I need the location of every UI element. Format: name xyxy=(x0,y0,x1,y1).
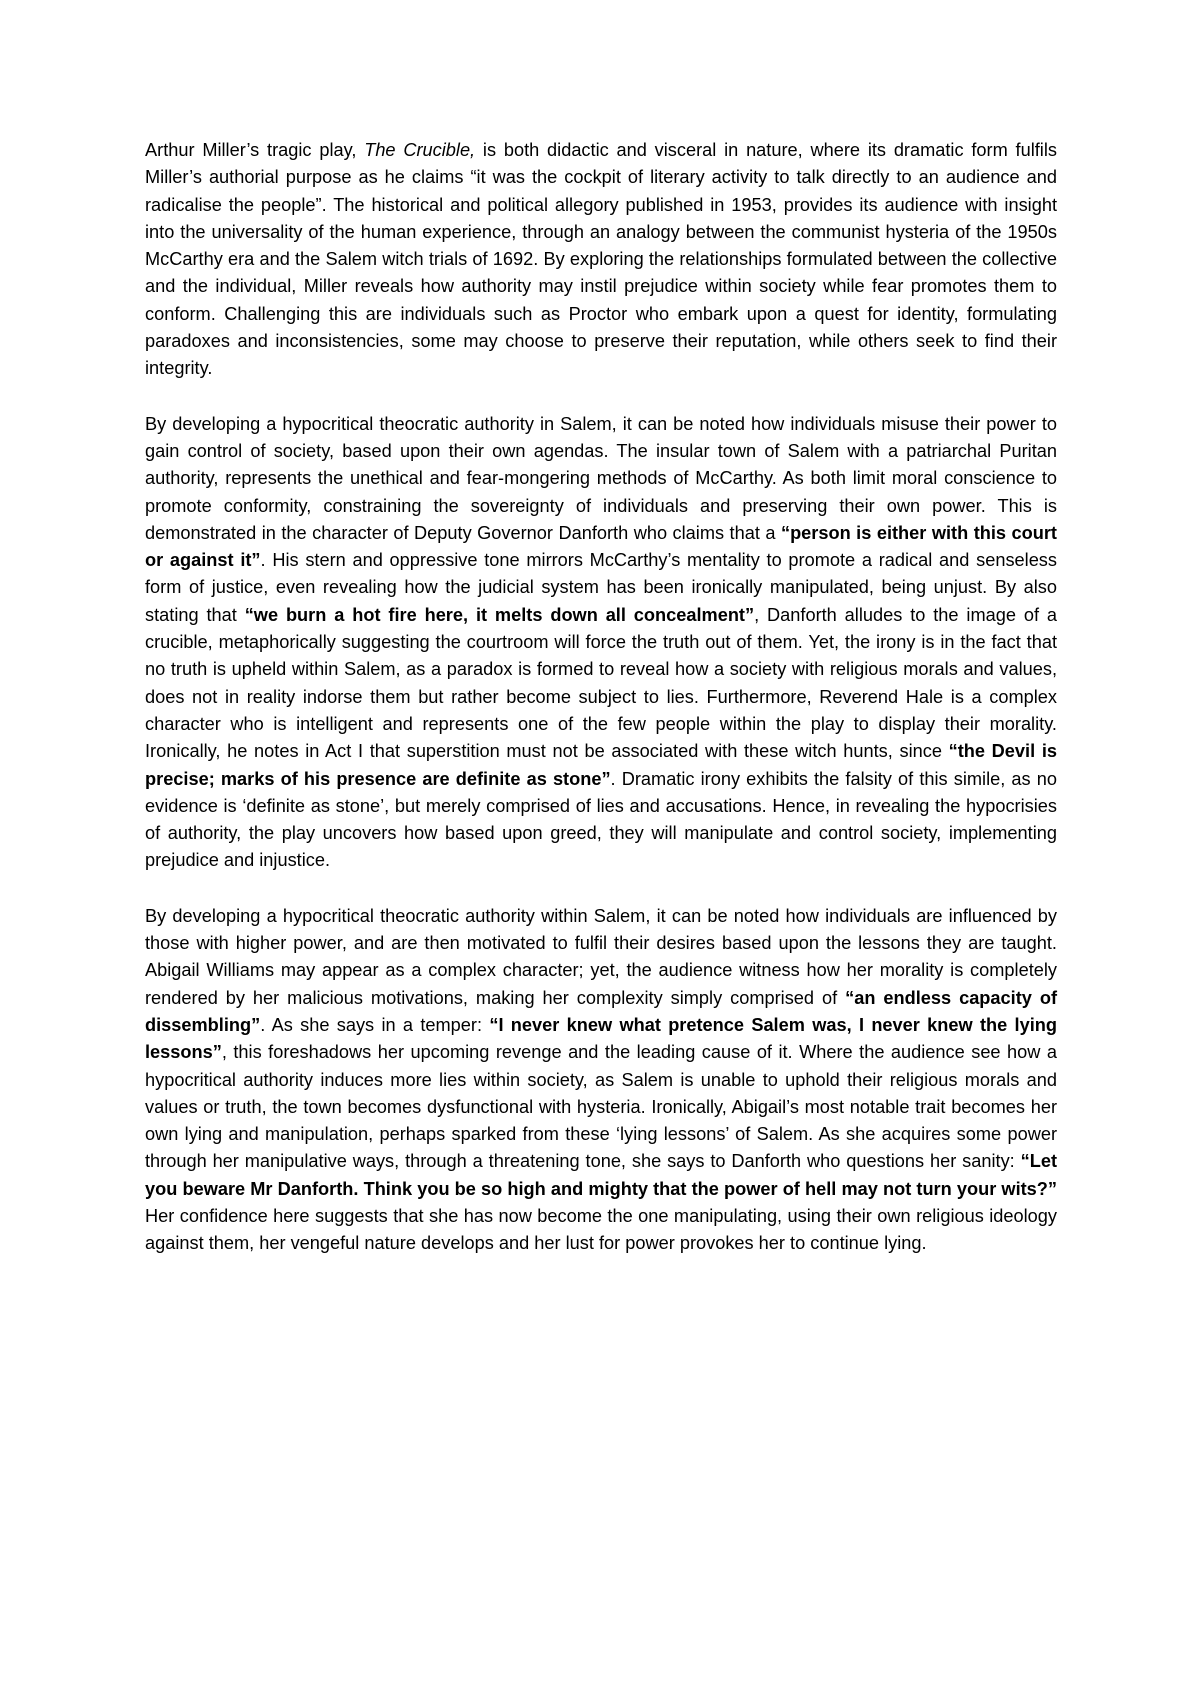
body-text: , Danforth alludes to the image of a crucible, metaphorically suggesting the courtroom will force the truth out of them. Yet, the irony is in the fact that no truth is upheld within Salem, as a paradox is formed to reveal how a society with religious morals and values, does not in reality indorse them but rather become subject to lies. Furthermore, Reverend Hale is a complex character who is intelligent and represents one of the few people within the play to display their morality. Ironically, he notes in Act I that superstition must not be associated with these witch hunts, since xyxy=(145,604,1058,762)
paragraph-introduction xyxy=(145,137,1057,383)
body-text: . As she says in a temper: xyxy=(260,1014,490,1035)
body-text: Arthur Miller’s tragic play, xyxy=(145,140,365,160)
quotation-text: “I never knew what pretence Salem was, I never knew the lying lessons” xyxy=(145,1014,1057,1063)
body-text: Her confidence here suggests that she has now become the one manipulating, using their own religious ideology against them, her vengeful nature develops and her lust for power provokes her to continue lying. xyxy=(145,1205,1057,1254)
body-text: By developing a hypocritical theocratic authority in Salem, it can be noted how individuals misuse their power to gain control of society, based upon their own agendas. The insular town of Salem with a patriarchal Puritan authority, represents the unethical and fear-mongering methods of McCarthy. As both limit moral conscience to promote conformity, constraining the sovereignty of individuals and preserving their own power. This is demonstrated in the character of Deputy Governor Danforth who claims that a xyxy=(145,413,1057,543)
body-text: , this foreshadows her upcoming revenge and the leading cause of it. Where the audience see how a hypocritical authority induces more lies within society, as Salem is unable to uphold their religious morals and values or truth, the town becomes dysfunctional with hysteria. Ironically, Abigail’s most notable trait becomes her own lying and manipulation, perhaps sparked from these ‘lying lessons’ of Salem. As she acquires some power through her manipulative ways, through a threatening tone, she says to Danforth who questions her sanity: xyxy=(145,1042,1057,1172)
body-text: By developing a hypocritical theocratic authority within Salem, it can be noted how individuals are influenced by those with higher power, and are then motivated to fulfil their desires based upon the lessons they are taught. Abigail Williams may appear as a complex character; yet, the audience witness how her morality is completely rendered by her malicious motivations, making her complexity simply comprised of xyxy=(145,905,1057,1008)
body-text: . His stern and oppressive tone mirrors McCarthy’s mentality to promote a radical and senseless form of justice, even revealing how the judicial system has been ironically manipulated, being unjust. By also stating that xyxy=(145,550,1057,625)
title-text: The Crucible, xyxy=(364,140,476,160)
quotation-text: “Let you beware Mr Danforth. Think you be so high and mighty that the power of hell may not turn your wits?” xyxy=(145,1151,1057,1199)
body-text: . Dramatic irony exhibits the falsity of this simile, as no evidence is ‘definite as stone’, but merely comprised of lies and accusations. Hence, in revealing the hypocrisies of authority, the play uncovers how based upon greed, they will manipulate and control society, implementing prejudice and injustice. xyxy=(145,768,1057,871)
quotation-text: “the Devil is precise; marks of his presence are definite as stone” xyxy=(145,741,1057,789)
body-text: is both didactic and visceral in nature, where its dramatic form fulfils Miller’s authorial purpose as he claims “it was the cockpit of literary activity to talk directly to an audience and radicalise the people”. The historical and political allegory published in 1953, provides its audience with insight into the universality of the human experience, through an analogy between the communist hysteria of the 1950s McCarthy era and the Salem witch trials of 1692. By exploring the relationships formulated between the collective and the individual, Miller reveals how authority may instil prejudice within society while fear promotes them to conform. Challenging this are individuals such as Proctor who embark upon a quest for identity, formulating paradoxes and inconsistencies, some may choose to preserve their reputation, while others seek to find their integrity. xyxy=(145,140,1057,379)
quotation-text: “person is either with this court or against it” xyxy=(145,522,1057,571)
quotation-text: “we burn a hot fire here, it melts down all concealment” xyxy=(244,604,755,625)
paragraph-body-two xyxy=(145,903,1057,1258)
paragraph-body-one xyxy=(145,411,1057,875)
quotation-text: “an endless capacity of dissembling” xyxy=(145,987,1057,1035)
